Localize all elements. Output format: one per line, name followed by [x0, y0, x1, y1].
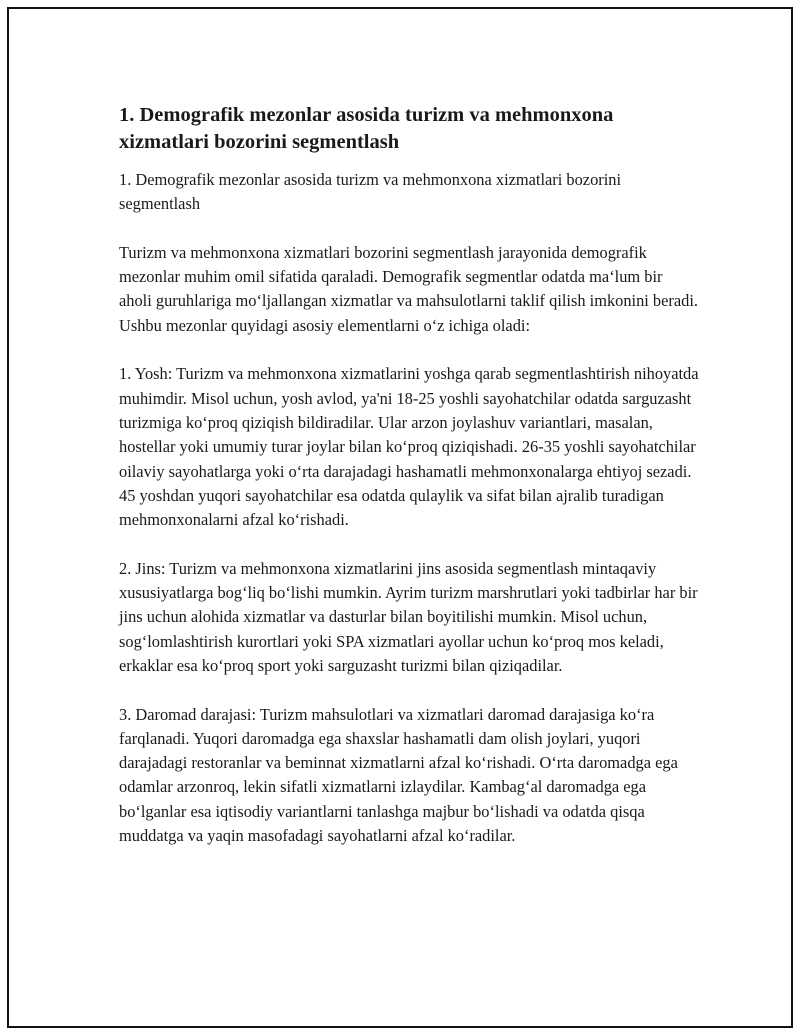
document-body — [119, 102, 699, 873]
paragraph-gender: 2. Jins: Turizm va mehmonxona xizmatlarini jins asosida segmentlash mintaqaviy xususiyatlarga bog‘liq bo‘lishi mumkin. Ayrim turizm marshrutlari yoki tadbirlar har bir jins uchun alohida xizmatlar va dasturlar bilan boyitilishi mumkin. Misol uchun, sog‘lomlashtirish kurortlari yoki SPA xizmatlari ayollar uchun ko‘proq mos keladi, erkaklar esa ko‘proq sport yoki sarguzasht turizmi bilan qiziqadilar. — [119, 558, 698, 675]
paragraph-age: 1. Yosh: Turizm va mehmonxona xizmatlarini yoshga qarab segmentlashtirish nihoyatda muhimdir. Misol uchun, yosh avlod, ya'ni 18-25 yoshli sayohatchilar odatda sarguzasht turizmiga ko‘proq qiziqish bildiradilar. Ular arzon joylashuv variantlari, masalan, hostellar yoki umumiy turar joylar bilan ko‘proq qiziqishadi. 26-35 yoshli sayohatchilar oilaviy sayohatlarga yoki o‘rta darajadagi hashamatli mehmonxonalarga ehtiyoj sezadi. 45 yoshdan yuqori sayohatchilar esa odatda qulaylik va sifat bilan ajralib turadigan mehmonxonalarni afzal ko‘rishadi. — [119, 364, 699, 530]
page-border — [7, 7, 793, 1028]
paragraph-intro: Turizm va mehmonxona xizmatlari bozorini segmentlash jarayonida demografik mezonlar muhim omil sifatida qaraladi. Demografik segmentlar odatda ma‘lum bir aholi guruhlariga mo‘ljallangan xizmatlar va mahsulotlarni taklif qilish imkonini beradi. Ushbu mezonlar quyidagi asosiy elementlarni o‘z ichiga oladi: — [119, 242, 698, 335]
document-title: 1. Demografik mezonlar asosida turizm va mehmonxona xizmatlari bozorini segmentlash — [119, 104, 614, 153]
paragraph-heading-repeat: 1. Demografik mezonlar asosida turizm va mehmonxona xizmatlari bozorini segmentlash — [119, 170, 622, 214]
paragraph-income: 3. Daromad darajasi: Turizm mahsulotlari va xizmatlari daromad darajasiga ko‘ra farqlanadi. Yuqori daromadga ega shaxslar hashamatli dam olish joylari, yuqori darajadagi restoranlar va beminnat xizmatlarni afzal ko‘rishadi. O‘rta daromadga ega odamlar arzonroq, lekin sifatli xizmatlarni izlaydilar. Kambag‘al daromadga ega bo‘lganlar esa iqtisodiy variantlarni tanlashga majbur bo‘lishadi va odatda qisqa muddatga va yaqin masofadagi sayohatlarni afzal ko‘radilar. — [119, 704, 678, 846]
